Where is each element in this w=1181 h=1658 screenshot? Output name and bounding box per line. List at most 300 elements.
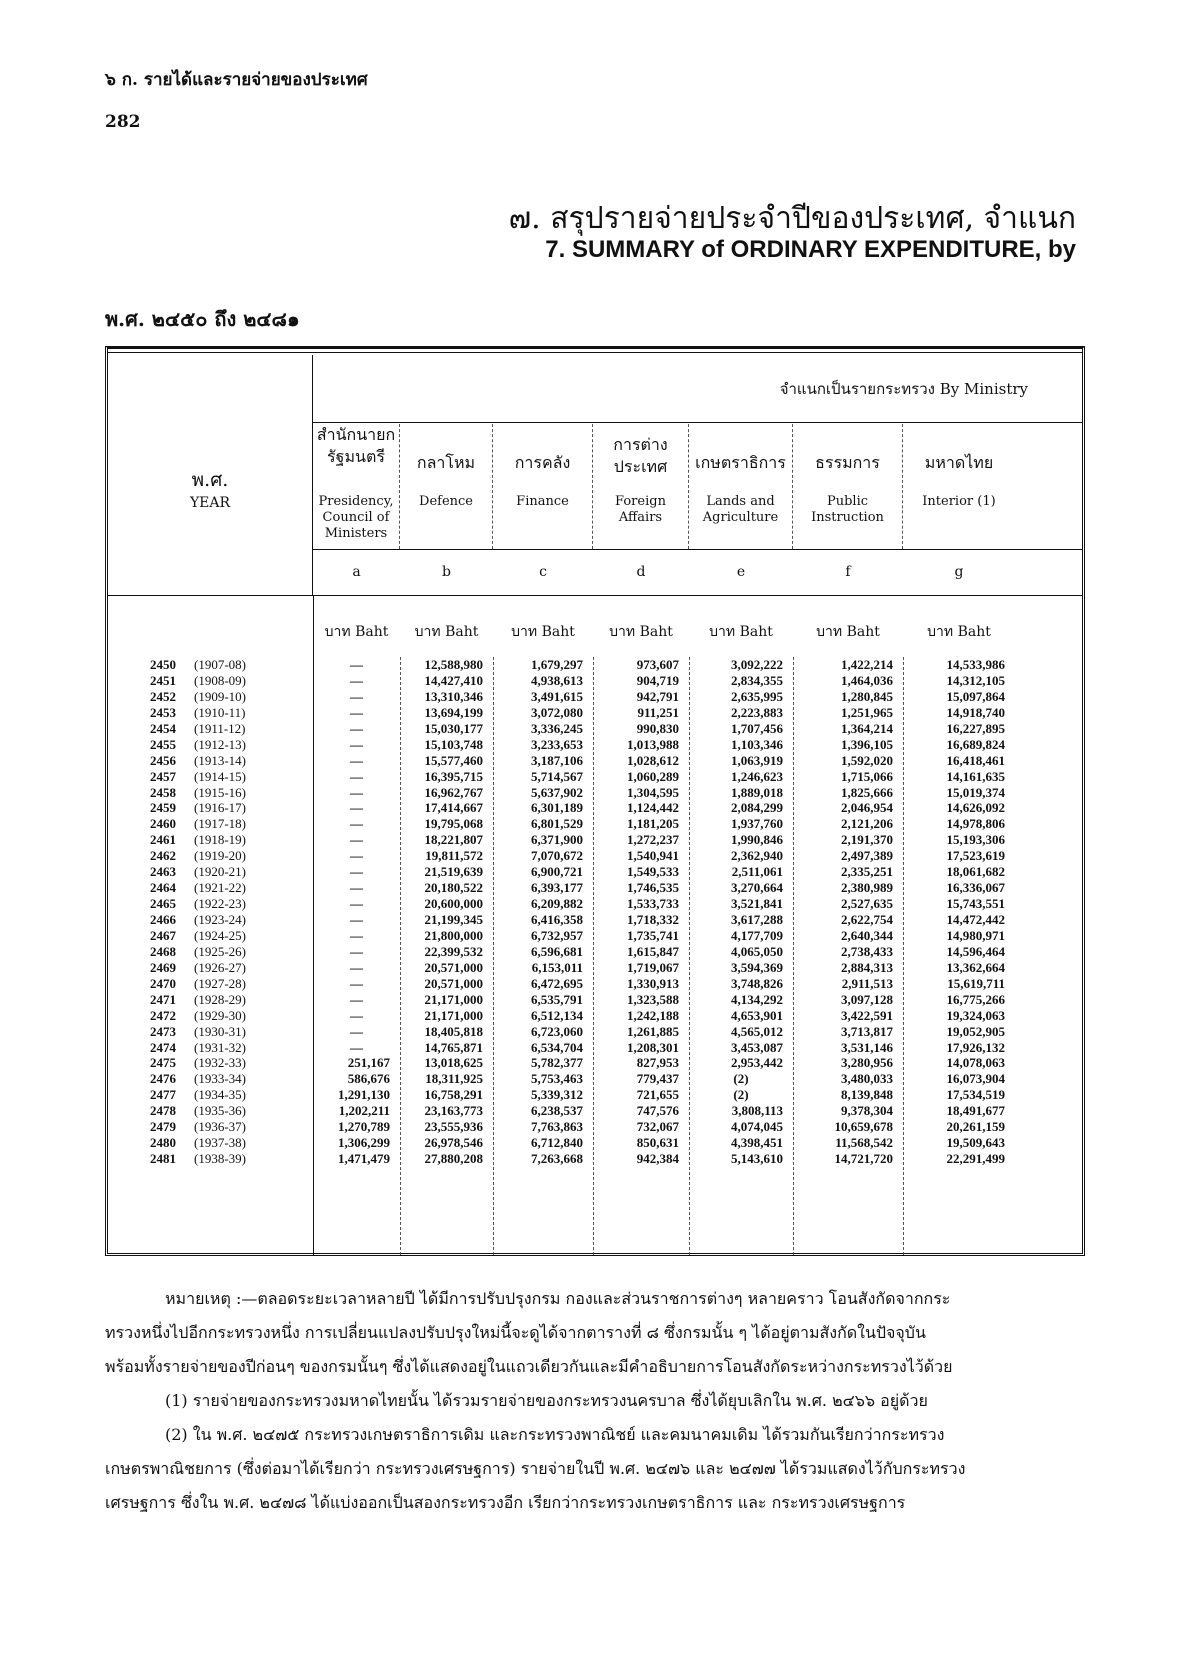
table-row [108,1135,1082,1151]
value-d: 1,208,301 [627,1039,679,1055]
value-a: — [350,1023,363,1039]
value-b: 21,171,000 [424,1007,483,1023]
value-c: 7,763,863 [531,1119,583,1135]
year-ad: (1922-23) [194,896,246,912]
value-b: 12,588,980 [424,657,483,672]
value-b: 18,311,925 [425,1071,483,1087]
value-f: 3,280,956 [841,1055,893,1071]
value-e: 1,937,760 [731,816,783,832]
expenditure-table [105,346,1085,1256]
year-ad: (1924-25) [194,927,246,943]
value-a: — [350,816,363,832]
value-c: 6,535,791 [531,991,583,1007]
value-g: 14,978,806 [946,816,1005,832]
value-d: 1,323,588 [627,991,679,1007]
year-be: 2456 [150,752,176,768]
column-header-thai: สำนักนายกรัฐมนตรี [316,425,396,466]
year-ad: (1919-20) [194,848,246,864]
value-b: 26,978,546 [424,1135,483,1151]
value-a: 1,291,130 [338,1087,390,1103]
year-be: 2475 [150,1055,176,1071]
value-d: 1,540,941 [627,848,679,864]
value-c: 6,801,529 [531,816,583,832]
table-row [108,1024,1082,1040]
table-row [108,705,1082,721]
year-be: 2472 [150,1007,176,1023]
table-row [108,785,1082,801]
value-e: 4,177,709 [731,927,783,943]
table-row [108,1103,1082,1119]
value-g: 16,073,904 [946,1071,1005,1087]
value-g: 17,523,619 [946,848,1005,864]
value-b: 16,395,715 [424,768,483,784]
value-g: 16,418,461 [946,752,1005,768]
year-ad: (1933-34) [194,1071,246,1087]
value-f: 2,380,989 [841,880,893,896]
year-be: 2478 [150,1103,176,1119]
year-be: 2457 [150,768,176,784]
value-g: 16,336,067 [946,880,1005,896]
value-f: 1,280,845 [841,688,893,704]
value-c: 6,153,011 [531,959,583,975]
table-row [108,816,1082,832]
table-row [108,1055,1082,1071]
value-c: 3,336,245 [531,720,583,736]
value-g: 17,534,519 [946,1087,1005,1103]
value-e: 4,134,292 [731,991,783,1007]
value-b: 23,555,936 [424,1119,483,1135]
year-be: 2458 [150,784,176,800]
year-be: 2481 [150,1151,176,1167]
value-e: 3,594,369 [731,959,783,975]
table-row [108,976,1082,992]
value-a: — [350,896,363,912]
table-row [108,1040,1082,1056]
value-d: 973,607 [636,657,679,672]
value-f: 2,121,206 [841,816,893,832]
value-c: 6,900,721 [531,864,583,880]
year-be: 2453 [150,704,176,720]
year-header-english: YEAR [189,495,231,511]
value-c: 6,238,537 [531,1103,583,1119]
value-e: 1,246,623 [731,768,783,784]
value-e: 1,889,018 [731,784,783,800]
value-e: 2,362,940 [731,848,783,864]
table-row [108,992,1082,1008]
column-header-c [493,424,593,549]
value-d: 732,067 [636,1119,679,1135]
year-ad: (1913-14) [194,752,246,768]
value-a: — [350,657,363,672]
value-g: 14,472,442 [946,912,1005,927]
by-ministry-header: จำแนกเป็นรายกระทรวง By Ministry [313,355,1082,423]
value-e: 3,270,664 [731,880,783,896]
value-b: 23,163,773 [424,1103,483,1119]
column-header-thai: การต่างประเทศ [613,435,668,476]
value-b: 16,758,291 [424,1087,483,1103]
value-a: — [350,688,363,704]
table-row [108,1071,1082,1087]
year-be: 2480 [150,1135,176,1151]
column-header-b [400,424,493,549]
value-c: 6,596,681 [531,943,583,959]
year-ad: (1910-11) [194,704,246,720]
value-g: 14,596,464 [946,943,1005,959]
title-thai: ๗. สรุปรายจ่ายประจำปีของประเทศ, จำแนก [508,201,1076,236]
column-header-english: Presidency, Council of Ministers [318,494,394,541]
year-be: 2471 [150,991,176,1007]
value-e: 3,617,288 [731,912,783,927]
value-c: 3,187,106 [531,752,583,768]
column-letter: b [442,564,451,580]
value-b: 20,571,000 [424,959,483,975]
value-c: 5,714,567 [531,768,583,784]
value-f: 1,464,036 [841,672,893,688]
value-g: 16,227,895 [946,720,1005,736]
year-ad: (1930-31) [194,1023,246,1039]
table-row [108,689,1082,705]
value-g: 20,261,159 [946,1119,1005,1135]
column-header-thai: ธรรมการ [815,453,880,472]
value-a: — [350,752,363,768]
year-be: 2455 [150,736,176,752]
year-ad: (1915-16) [194,784,246,800]
column-header-thai: มหาดไทย [924,453,994,472]
value-c: 6,209,882 [531,896,583,912]
value-a: 586,676 [347,1071,390,1087]
value-g: 18,061,682 [946,864,1005,880]
table-row [108,896,1082,912]
year-ad: (1937-38) [194,1135,246,1151]
value-a: — [350,848,363,864]
value-a: — [350,880,363,896]
year-be: 2464 [150,880,176,896]
table-row [108,1119,1082,1135]
value-d: 1,615,847 [627,943,679,959]
value-g: 17,926,132 [946,1039,1005,1055]
table-row [108,1087,1082,1103]
value-c: 5,339,312 [531,1087,583,1103]
year-be: 2468 [150,943,176,959]
value-g: 14,312,105 [946,672,1005,688]
unit-label: บาท Baht [816,624,880,640]
value-g: 16,775,266 [946,991,1005,1007]
value-f: 10,659,678 [834,1119,893,1135]
value-d: 1,028,612 [627,752,679,768]
value-c: 6,371,900 [531,832,583,848]
value-c: 6,301,189 [531,800,583,816]
value-a: — [350,1007,363,1023]
value-f: 2,911,513 [841,975,893,991]
value-c: 3,072,080 [531,704,583,720]
value-d: 1,304,595 [627,784,679,800]
column-header-e [689,424,793,549]
value-f: 2,738,433 [841,943,893,959]
value-e: 3,453,087 [731,1039,783,1055]
value-b: 21,171,000 [424,991,483,1007]
year-ad: (1926-27) [194,959,246,975]
value-c: 4,938,613 [531,672,583,688]
value-a: — [350,768,363,784]
value-f: 1,715,066 [841,768,893,784]
value-d: 1,549,533 [627,864,679,880]
year-ad: (1932-33) [194,1055,246,1071]
value-f: 2,622,754 [841,912,893,927]
year-be: 2467 [150,927,176,943]
running-head: ๖ ก. รายได้และรายจ่ายของประเทศ [105,70,368,90]
value-b: 15,577,460 [424,752,483,768]
value-f: 3,480,033 [841,1071,893,1087]
year-ad: (1936-37) [194,1119,246,1135]
unit-label: บาท Baht [709,624,773,640]
value-e: 2,511,061 [731,864,783,880]
value-a: 251,167 [347,1055,390,1071]
value-g: 19,052,905 [946,1023,1005,1039]
unit-label: บาท Baht [324,624,389,640]
year-ad: (1914-15) [194,768,246,784]
year-ad: (1938-39) [194,1151,246,1167]
period: พ.ศ. ๒๔๕๐ ถึง ๒๔๘๑ [105,307,300,331]
value-a: — [350,800,363,816]
value-g: 15,097,864 [946,688,1005,704]
column-header-f [793,424,903,549]
value-g: 14,626,092 [946,800,1005,816]
value-f: 3,531,146 [841,1039,893,1055]
value-e: 1,103,346 [731,736,783,752]
page-number: 282 [105,112,141,132]
value-d: 942,791 [636,688,679,704]
value-f: 3,097,128 [841,991,893,1007]
value-d: 1,181,205 [627,816,679,832]
table-row [108,880,1082,896]
value-e: 4,565,012 [731,1023,783,1039]
value-e: 2,084,299 [731,800,783,816]
table-row [108,721,1082,737]
value-a: — [350,672,363,688]
value-a: — [350,927,363,943]
value-f: 8,139,848 [841,1087,893,1103]
unit-label: บาท Baht [609,624,673,640]
year-ad: (1918-19) [194,832,246,848]
value-f: 1,396,105 [841,736,893,752]
value-a: — [350,784,363,800]
column-letter: a [352,564,361,580]
value-a: 1,202,211 [338,1103,390,1119]
value-a: — [350,1039,363,1055]
footnote-line: (2) ใน พ.ศ. ๒๔๗๕ กระทรวงเกษตราธิการเดิม และกระทรวงพาณิชย์ และคมนาคมเดิม ได้รวมกันเรียกว่ากระทรวง [165,1425,945,1444]
value-d: 1,124,442 [627,800,679,816]
value-a: 1,471,479 [338,1151,390,1167]
column-letter: g [954,564,964,580]
value-f: 1,364,214 [841,720,893,736]
value-d: 1,060,289 [627,768,679,784]
value-a: — [350,959,363,975]
value-c: 7,070,672 [531,848,583,864]
table-row [108,928,1082,944]
value-e: 3,808,113 [731,1103,783,1119]
table-row [108,769,1082,785]
value-b: 21,199,345 [424,912,483,927]
value-d: 990,830 [636,720,679,736]
value-g: 14,078,063 [946,1055,1005,1071]
year-be: 2462 [150,848,176,864]
value-f: 2,640,344 [841,927,893,943]
column-letter-row [313,549,1082,595]
table-row [108,944,1082,960]
value-g: 15,193,306 [946,832,1005,848]
year-ad: (1934-35) [194,1087,246,1103]
value-g: 14,161,635 [946,768,1005,784]
value-c: 6,393,177 [531,880,583,896]
column-header-a [313,424,400,549]
year-ad: (1929-30) [194,1007,246,1023]
value-f: 2,527,635 [841,896,893,912]
value-f: 3,422,591 [841,1007,893,1023]
value-e: 4,074,045 [731,1119,783,1135]
column-header-g [903,424,1015,549]
value-d: 747,576 [636,1103,679,1119]
value-b: 13,310,346 [424,688,483,704]
year-ad: (1931-32) [194,1039,246,1055]
column-header-english: Defence [419,494,473,509]
column-letter: c [539,564,547,580]
value-b: 17,414,667 [424,800,483,816]
value-f: 2,335,251 [841,864,893,880]
table-row [108,1151,1082,1167]
header-rule [108,595,1082,596]
column-letter: d [636,564,646,580]
year-be: 2474 [150,1039,176,1055]
year-ad: (1923-24) [194,912,246,927]
year-ad: (1928-29) [194,991,246,1007]
column-letter: e [736,564,746,580]
value-f: 14,721,720 [834,1151,893,1167]
value-f: 1,592,020 [841,752,893,768]
value-d: 827,953 [636,1055,679,1071]
value-e: 3,092,222 [731,657,783,672]
value-b: 19,795,068 [424,816,483,832]
table-row [108,912,1082,928]
value-e: (2) [733,1071,749,1087]
year-be: 2459 [150,800,176,816]
value-f: 9,378,304 [841,1103,893,1119]
value-d: 1,533,733 [627,896,679,912]
value-c: 3,491,615 [531,688,583,704]
value-d: 1,718,332 [627,912,679,927]
value-d: 1,261,885 [627,1023,679,1039]
year-ad: (1916-17) [194,800,246,816]
value-c: 7,263,668 [531,1151,583,1167]
value-e: 3,521,841 [731,896,783,912]
value-a: 1,306,299 [338,1135,390,1151]
year-ad: (1927-28) [194,975,246,991]
value-e: 1,990,846 [731,832,783,848]
value-g: 13,362,664 [946,959,1005,975]
value-a: — [350,736,363,752]
value-b: 18,405,818 [424,1023,483,1039]
value-g: 15,619,711 [947,975,1005,991]
footnote-line: เกษตรพาณิชยการ (ซึ่งต่อมาได้เรียกว่า กระทรวงเศรษฐการ) รายจ่ายในปี พ.ศ. ๒๔๗๖ และ ๒๔๗๗ ได้รวมแสดงไว้กับกระทรวง [105,1459,966,1478]
value-b: 15,030,177 [424,720,483,736]
column-header-d [593,424,689,549]
value-c: 3,233,653 [531,736,583,752]
year-ad: (1909-10) [194,688,246,704]
value-e: 4,653,901 [731,1007,783,1023]
value-f: 1,422,214 [841,657,893,672]
column-header-thai: กลาโหม [416,453,476,472]
column-letter: f [845,564,851,580]
value-d: 1,242,188 [627,1007,679,1023]
year-be: 2466 [150,912,176,927]
value-g: 14,533,986 [946,657,1005,672]
value-g: 16,689,824 [946,736,1005,752]
value-d: 1,746,535 [627,880,679,896]
year-be: 2476 [150,1071,176,1087]
value-b: 20,571,000 [424,975,483,991]
value-b: 14,765,871 [424,1039,483,1055]
value-d: 850,631 [636,1135,679,1151]
value-b: 16,962,767 [424,784,483,800]
year-be: 2469 [150,959,176,975]
value-c: 1,679,297 [531,657,583,672]
year-be: 2461 [150,832,176,848]
year-ad: (1925-26) [194,943,246,959]
value-a: — [350,943,363,959]
value-f: 1,251,965 [841,704,893,720]
value-d: 1,272,237 [627,832,679,848]
year-ad: (1912-13) [194,736,246,752]
year-ad: (1921-22) [194,880,246,896]
year-be: 2451 [150,672,176,688]
year-be: 2479 [150,1119,176,1135]
year-be: 2473 [150,1023,176,1039]
column-header-english: Finance [516,494,569,509]
value-b: 20,600,000 [424,896,483,912]
table-row [108,832,1082,848]
value-e: 2,223,883 [731,704,783,720]
year-column-header [108,355,313,595]
value-d: 942,384 [636,1151,679,1167]
value-b: 13,694,199 [424,704,483,720]
year-ad: (1935-36) [194,1103,246,1119]
value-e: 4,398,451 [731,1135,783,1151]
value-g: 19,509,643 [946,1135,1005,1151]
footnote-line: ทรวงหนึ่งไปอีกกระทรวงหนึ่ง การเปลี่ยนแปลงปรับปรุงใหม่นี้จะดูได้จากตารางที่ ๘ ซึ่งกรมนั้น ๆ ได้อยู่ตามสังกัดในปัจจุบัน [105,1323,926,1342]
table-row [108,960,1082,976]
value-c: 6,723,060 [531,1023,583,1039]
value-d: 721,655 [636,1087,679,1103]
value-e: (2) [733,1087,749,1103]
value-b: 15,103,748 [424,736,483,752]
value-b: 27,880,208 [424,1151,483,1167]
year-ad: (1907-08) [194,657,246,672]
year-ad: (1911-12) [194,720,246,736]
value-b: 20,180,522 [424,880,483,896]
value-f: 2,191,370 [841,832,893,848]
column-header-english: Foreign Affairs [615,494,666,525]
value-g: 19,324,063 [946,1007,1005,1023]
value-a: — [350,704,363,720]
value-e: 1,063,919 [731,752,783,768]
table-row [108,848,1082,864]
value-g: 18,491,677 [946,1103,1005,1119]
year-header-thai: พ.ศ. [191,469,229,491]
value-e: 5,143,610 [731,1151,783,1167]
unit-label: บาท Baht [927,624,991,640]
year-be: 2477 [150,1087,176,1103]
top-rule [108,352,1082,353]
column-header-english: Interior (1) [922,494,996,509]
